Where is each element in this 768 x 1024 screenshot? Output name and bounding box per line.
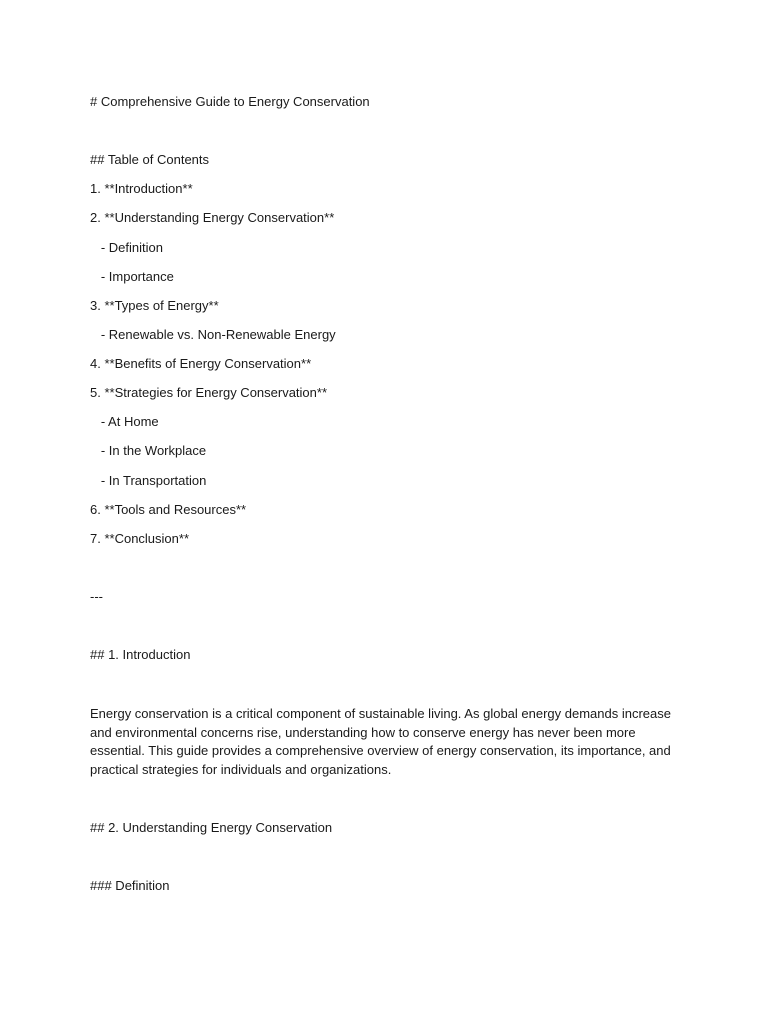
toc-subitem: - Importance (90, 269, 174, 284)
toc-heading: ## Table of Contents (90, 152, 210, 167)
toc-item: 1. **Introduction** (90, 181, 193, 196)
toc-item: 3. **Types of Energy** (90, 298, 219, 313)
section-heading-understanding: ## 2. Understanding Energy Conservation (90, 820, 333, 835)
toc-subitem: - Renewable vs. Non-Renewable Energy (90, 327, 336, 342)
introduction-paragraph: Energy conservation is a critical component of sustainable living. As global energy demands increase and environmental concerns rise, understanding how to conserve energy has never been more essential. This guide provides a comprehensive overview of energy conservation, its importance, and practical strategies for individuals and organizations. (90, 706, 671, 777)
toc-subitem: - In Transportation (90, 473, 207, 488)
toc-subitem: - Definition (90, 240, 163, 255)
toc-subitem: - In the Workplace (90, 443, 207, 458)
toc-subitem: - At Home (90, 414, 159, 429)
toc-item: 7. **Conclusion** (90, 531, 190, 546)
toc-item: 5. **Strategies for Energy Conservation** (90, 385, 328, 400)
subsection-heading-definition: ### Definition (90, 878, 170, 893)
toc-item: 6. **Tools and Resources** (90, 502, 247, 517)
toc-item: 4. **Benefits of Energy Conservation** (90, 356, 312, 371)
toc-item: 2. **Understanding Energy Conservation** (90, 210, 335, 225)
document-title: # Comprehensive Guide to Energy Conservation (90, 94, 370, 109)
section-heading-introduction: ## 1. Introduction (90, 647, 191, 662)
separator: --- (90, 589, 103, 604)
